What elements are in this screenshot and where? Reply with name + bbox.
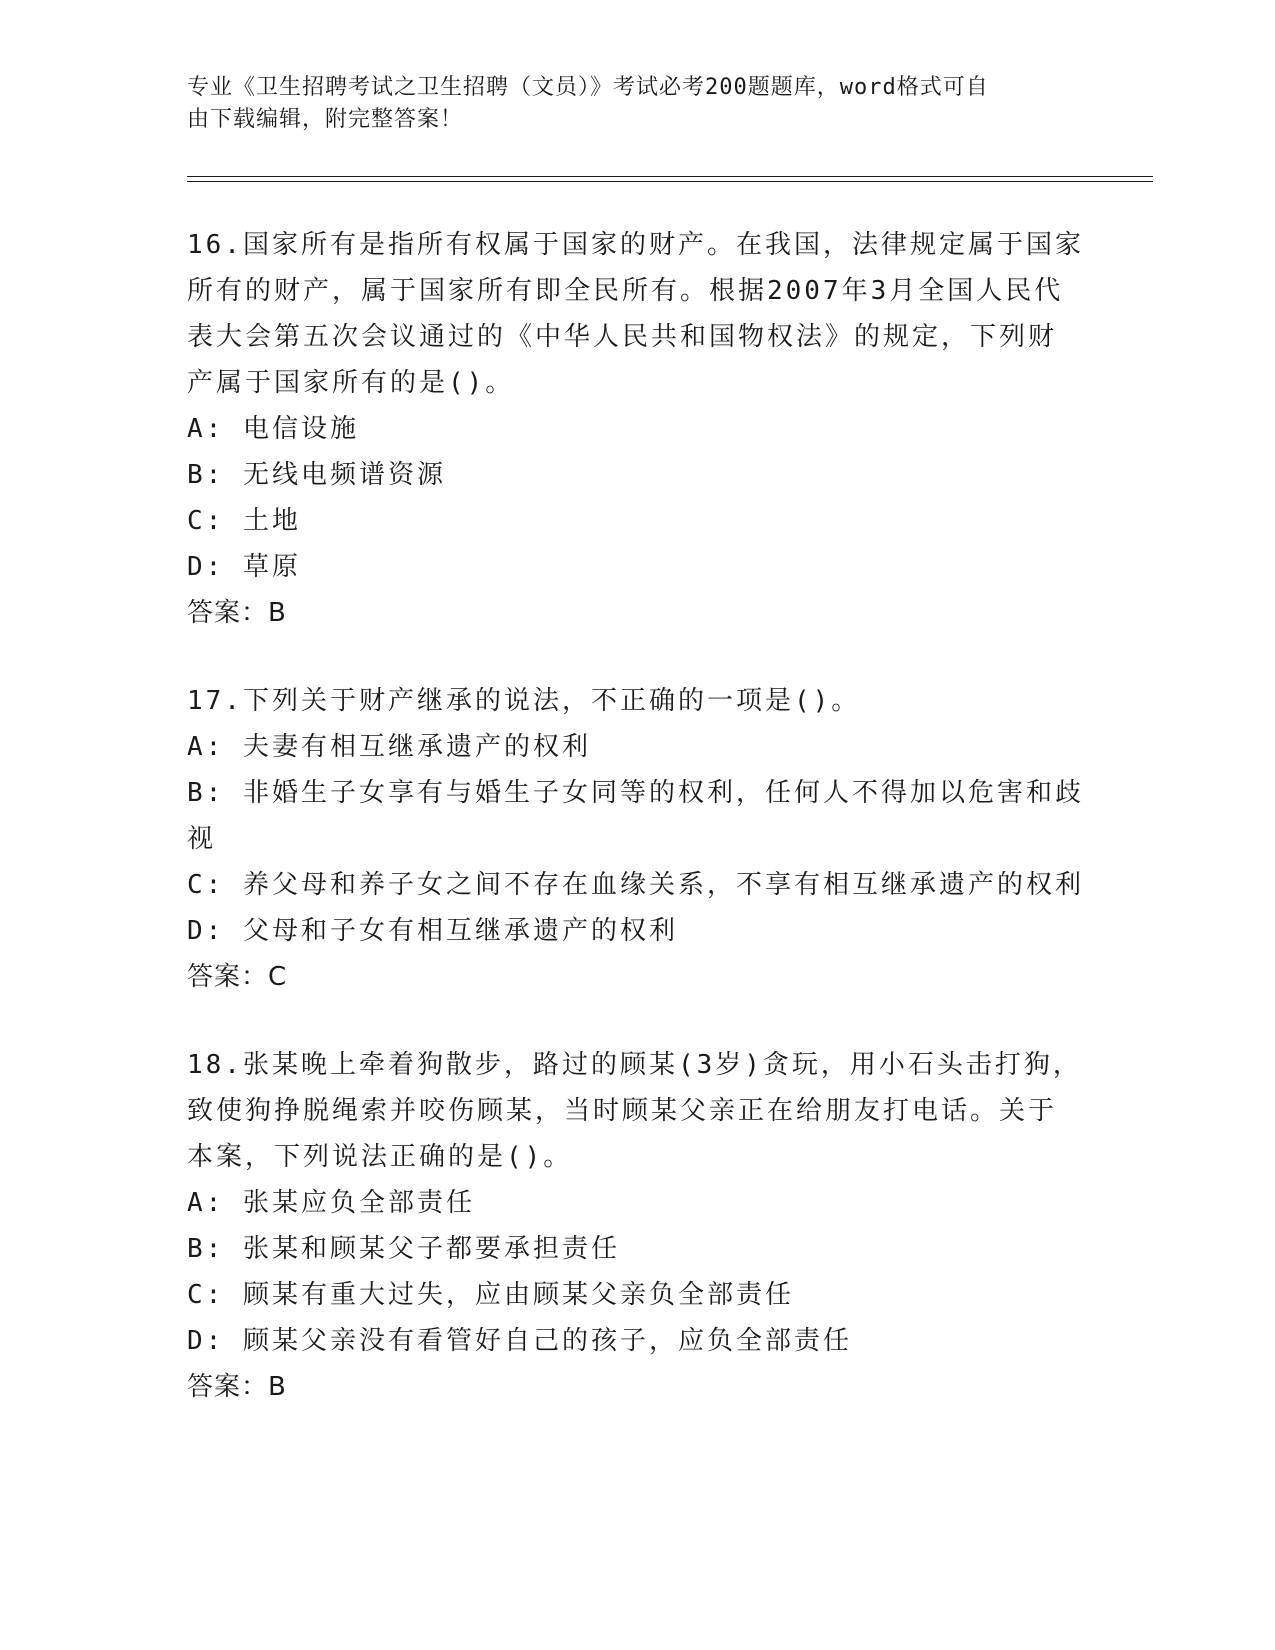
question-18	[187, 1042, 1082, 1410]
option-d: D: 草原	[187, 552, 301, 582]
option-b: B: 无线电频谱资源	[187, 460, 446, 490]
answer-line: 答案：B	[187, 598, 287, 628]
option-d: D: 父母和子女有相互继承遗产的权利	[187, 916, 678, 946]
option-b: B: 非婚生子女享有与婚生子女同等的权利，任何人不得加以危害和歧	[187, 778, 1084, 808]
document-header	[187, 72, 1067, 136]
question-stem-line: 产属于国家所有的是()。	[187, 368, 515, 398]
question-stem-line: 表大会第五次会议通过的《中华人民共和国物权法》的规定，下列财	[187, 322, 1058, 352]
option-c: C: 养父母和养子女之间不存在血缘关系，不享有相互继承遗产的权利	[187, 870, 1084, 900]
question-stem-line: 16.国家所有是指所有权属于国家的财产。在我国，法律规定属于国家	[187, 230, 1084, 260]
option-a: A: 电信设施	[187, 414, 359, 444]
header-line-1: 专业《卫生招聘考试之卫生招聘（文员）》考试必考200题题库，word格式可自	[187, 75, 989, 100]
option-b: B: 张某和顾某父子都要承担责任	[187, 1234, 620, 1264]
header-line-2: 由下载编辑，附完整答案！	[187, 107, 464, 132]
question-16	[187, 222, 1084, 636]
answer-line: 答案：B	[187, 1372, 287, 1402]
option-a: A: 张某应负全部责任	[187, 1188, 475, 1218]
option-c: C: 顾某有重大过失，应由顾某父亲负全部责任	[187, 1280, 794, 1310]
option-a: A: 夫妻有相互继承遗产的权利	[187, 732, 591, 762]
option-b-continued: 视	[187, 824, 217, 854]
answer-line: 答案：C	[187, 962, 288, 992]
question-stem-line: 所有的财产，属于国家所有即全民所有。根据2007年3月全国人民代	[187, 276, 1064, 306]
question-stem-line: 18.张某晚上牵着狗散步，路过的顾某(3岁)贪玩，用小石头击打狗，	[187, 1050, 1082, 1080]
question-17	[187, 678, 1084, 1000]
question-stem-line: 致使狗挣脱绳索并咬伤顾某，当时顾某父亲正在给朋友打电话。关于	[187, 1096, 1058, 1126]
option-d: D: 顾某父亲没有看管好自己的孩子，应负全部责任	[187, 1326, 852, 1356]
option-c: C: 土地	[187, 506, 301, 536]
header-divider	[187, 176, 1153, 182]
question-stem-line: 17.下列关于财产继承的说法，不正确的一项是()。	[187, 686, 861, 716]
question-stem-line: 本案，下列说法正确的是()。	[187, 1142, 573, 1172]
